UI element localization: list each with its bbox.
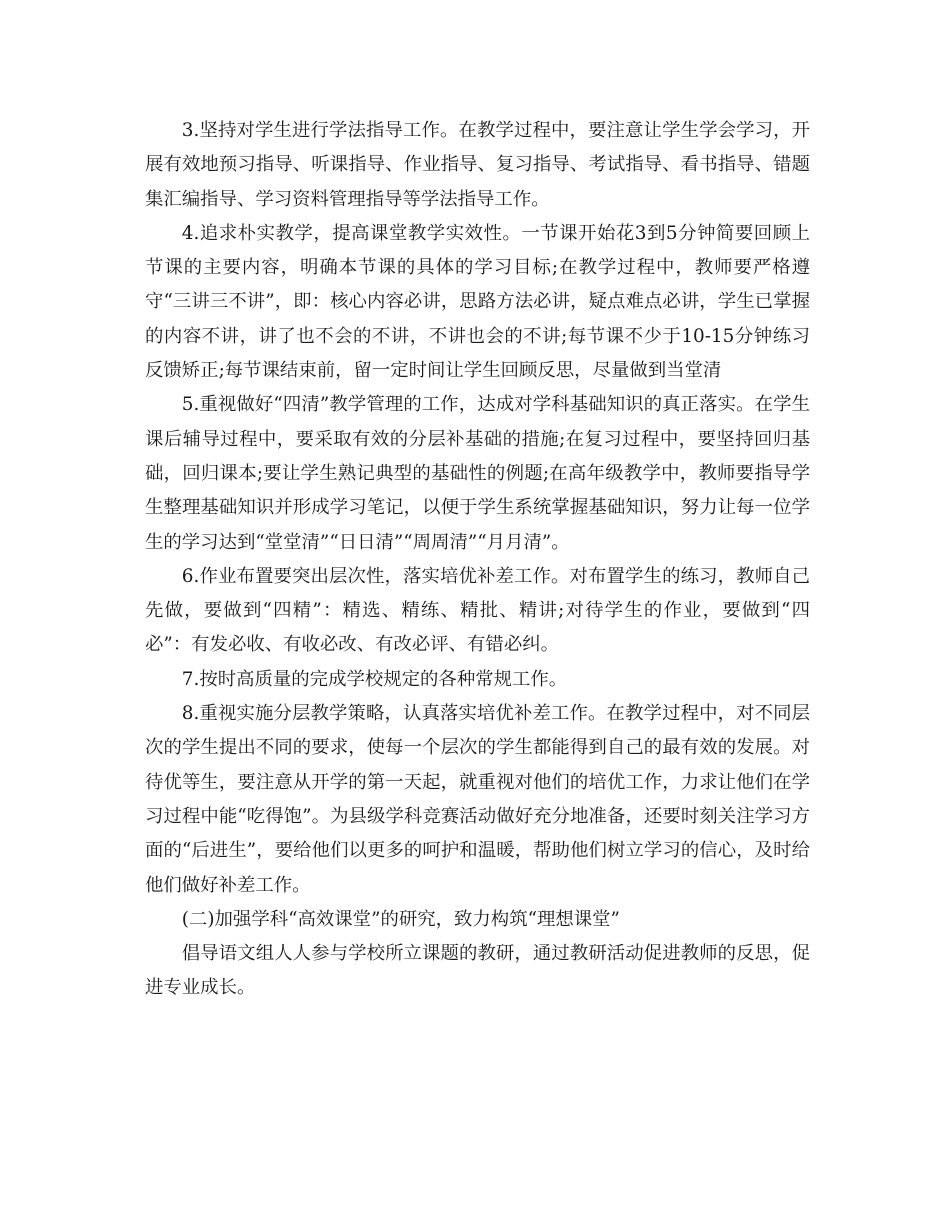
paragraph-item-8: 8.重视实施分层教学策略，认真落实培优补差工作。在教学过程中，对不同层次的学生提出不同的要求，使每一个层次的学生都能得到自己的最有效的发展。对待优等生，要注意从开学的第一天起，就重视对他们的培优工作，力求让他们在学习过程中能“吃得饱”。为县级学科竞赛活动做好充分地准备，还要时刻关注学习方面的“后进生”，要给他们以更多的呵护和温暖，帮助他们树立学习的信心，及时给他们做好补差工作。 xyxy=(145,703,810,896)
paragraph-item-5: 5.重视做好“四清”教学管理的工作，达成对学科基础知识的真正落实。在学生课后辅导过程中，要采取有效的分层补基础的措施;在复习过程中，要坚持回归基础，回归课本;要让学生熟记典型的基础性的例题;在高年级教学中，教师要指导学生整理基础知识并形成学习笔记，以便于学生系统掌握基础知识，努力让每一位学生的学习达到“堂堂清”“日日清”“周周清”“月月清”。 xyxy=(145,394,810,553)
paragraph-item-7: 7.按时高质量的完成学校规定的各种常规工作。 xyxy=(181,668,568,690)
section-heading-2: (二)加强学科“高效课堂”的研究，致力构筑“理想课堂” xyxy=(181,908,620,930)
paragraph-item-6: 6.作业布置要突出层次性，落实培优补差工作。对布置学生的练习，教师自己先做，要做到“四精”：精选、精练、精批、精讲;对待学生的作业，要做到“四必”：有发必收、有收必改、有改必评、有错必纠。 xyxy=(145,565,810,656)
document-body xyxy=(145,114,810,1006)
paragraph-item-3: 3.坚持对学生进行学法指导工作。在教学过程中，要注意让学生学会学习，开展有效地预习指导、听课指导、作业指导、复习指导、考试指导、看书指导、错题集汇编指导、学习资料管理指导等学法指导工作。 xyxy=(145,120,810,210)
paragraph-research: 倡导语文组人人参与学校所立课题的教研，通过教研活动促进教师的反思，促进专业成长。 xyxy=(145,943,810,999)
paragraph-item-4: 4.追求朴实教学，提高课堂教学实效性。一节课开始花3到5分钟简要回顾上节课的主要内容，明确本节课的具体的学习目标;在教学过程中，教师要严格遵守“三讲三不讲”，即：核心内容必讲，思路方法必讲，疑点难点必讲，学生已掌握的内容不讲，讲了也不会的不讲，不讲也会的不讲;每节课不少于10-15分钟练习反馈矫正;每节课结束前，留一定时间让学生回顾反思，尽量做到当堂清 xyxy=(145,222,810,382)
